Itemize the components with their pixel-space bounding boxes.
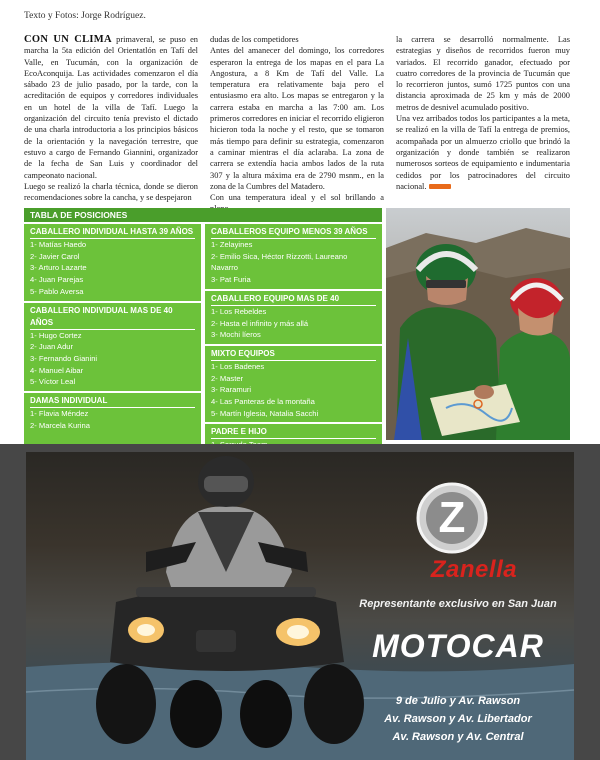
result-item: 2- Master (211, 373, 244, 383)
result-item: 5- Víctor Leal (30, 377, 76, 387)
result-item: 1- Zelayines (211, 240, 253, 249)
riders-illustration (386, 208, 570, 440)
category-box (205, 291, 382, 344)
result-item: 3- Fernando Gianini (30, 353, 98, 363)
result-item: 2- Emilio Sica, Héctor Rizzotti, Laureano Navarro (211, 251, 348, 273)
result-item: 1- Hugo Cortez (30, 330, 82, 340)
zanella-ad[interactable] (26, 452, 574, 760)
result-item: 4- Las Panteras de la montaña (211, 397, 315, 407)
dealer-name: MOTOCAR (372, 628, 544, 664)
dealer-address: Av. Rawson y Av. Libertador (384, 713, 532, 725)
article-paragraph: dudas de los competidores (210, 35, 299, 44)
article-paragraph (396, 113, 570, 192)
category-title: MIXTO EQUIPOS (211, 348, 376, 361)
result-item: 1- Los Badenes (211, 361, 265, 371)
category-box (205, 224, 382, 289)
result-item: 2- Juan Adur (30, 342, 74, 352)
result-item: 2- Hasta el infinito y más allá (211, 318, 309, 328)
article-paragraph: Luego se realizó la charla técnica, donde se dieron recomendaciones sobre la cancha, y se despejaron (24, 181, 198, 203)
result-item: 3- Arturo Lazarte (30, 263, 87, 273)
result-item: 5- Martín Iglesia, Natalia Sacchi (211, 408, 319, 418)
dealer-address: 9 de Julio y Av. Rawson (395, 695, 521, 707)
category-title: CABALLEROS EQUIPO MENOS 39 AÑOS (211, 226, 376, 239)
result-item: 3- Raramuri (211, 385, 252, 395)
article-paragraph (24, 34, 198, 181)
category-title: CABALLERO EQUIPO MAS DE 40 (211, 293, 376, 306)
result-item: 1- Los Rebeldes (211, 306, 267, 316)
result-item: 1- Matías Haedo (30, 240, 87, 249)
category-title: CABALLERO INDIVIDUAL HASTA 39 AÑOS (30, 226, 195, 239)
category-box (24, 393, 201, 451)
photo-credit: Texto y Fotos: Jorge Rodríguez. (24, 11, 146, 21)
result-item: 4- Juan Parejas (30, 275, 84, 285)
result-item: 3- Pat Furia (211, 275, 251, 285)
article-column-2 (210, 34, 384, 202)
standings-right-column (205, 224, 382, 466)
dealer-address: Av. Rawson y Av. Central (392, 731, 524, 743)
category-box (24, 224, 201, 301)
article-paragraph: la carrera se desarrolló normalmente. Las estrategias y diseños de recorridos fueron muy variados. El recorrido ganador, efectuado por cuatro corredores de la provincia de Tucumán que lo recorrieron juntos, sumó 1725 puntos con una distancia aproximada de 25 km y más de 2000 metros de desnivel acumulado positivo. (396, 35, 570, 112)
article-paragraph: Antes del amanecer del domingo, los corredores esperaron la entrega de los mapas en el para La Angostura, a 8 Km de Tafí del Valle. La temperatura era relativamente baja pero el entusiasmo era alto. Los mapas se entregaron y la carrera estaba en marcha a las 7:00 am. Los primeros corredores en iniciar el recorrido eligieron hicieron toda la noche y el resto, que se tomaron más tiempo para definir su estrategia, comenzaron a caminar mientras el día aclaraba. La zona de carrera se extendía hacia ambos lados de la ruta 307 y la altura máxima era de 2790 msnm., en la zona de la Cumbres del Matadero. (210, 46, 384, 191)
riders-photo (386, 208, 570, 440)
standings-title: TABLA DE POSICIONES (24, 208, 382, 222)
article-column-3 (396, 34, 570, 202)
logo-z-icon: Z (438, 493, 466, 542)
result-item: 2- Marcela Kurina (30, 420, 90, 430)
result-item: 1- Flavia Méndez (30, 409, 89, 419)
category-title: DAMAS INDIVIDUAL (30, 395, 195, 408)
result-item: 3- Mochi líeros (211, 330, 261, 340)
result-item: 4- Manuel Aibar (30, 365, 84, 375)
category-box (205, 346, 382, 423)
brand-name: Zanella (430, 556, 518, 583)
result-item: 5- Pablo Aversa (30, 286, 84, 296)
article-text: primaveral, se puso en marcha la 5ta edición del Orientatlón en Tafí del Valle, en Tucumán, con la organización de EcoAconquija. Las actividades comenzaron el día sábado 23 de julio pasado, por la tarde, con la acreditación de equipos y corredores individuales en un hotel de la villa de Tafí. Luego la organización del circuito tenía previsto el dictado de una charla introductoria a los principios básicos de la orientación y la navegación terrestre, que estuvo a cargo de Fernando Giannini, organizador de la fecha de San Luis y coordinador del campeonato nacional. (24, 35, 198, 180)
ad-tagline: Representante exclusivo en San Juan (359, 598, 557, 610)
category-box (24, 303, 201, 392)
standings-left-column (24, 224, 201, 453)
article-text: Una vez arribados todos los participantes a la meta, se realizó en la villa de Tafí la entrega de premios, acompañada por un almuerzo criollo que brindó la organización y donde también se realizaron numerosos sorteos de equipamiento e indumentaria cedidos por los patrocinadores del circuito nacional. (396, 114, 570, 191)
category-title: CABALLERO INDIVIDUAL MAS DE 40 AÑOS (30, 305, 195, 330)
article-lead: CON UN CLIMA (24, 34, 112, 45)
article-paragraph: Con una temperatura ideal y el sol brillando a (210, 193, 384, 203)
article-column-1 (24, 34, 198, 202)
standings-table (24, 208, 382, 440)
result-item: 2- Javier Carol (30, 251, 80, 261)
category-title: PADRE E HIJO (211, 426, 376, 439)
end-mark-icon (429, 184, 451, 189)
